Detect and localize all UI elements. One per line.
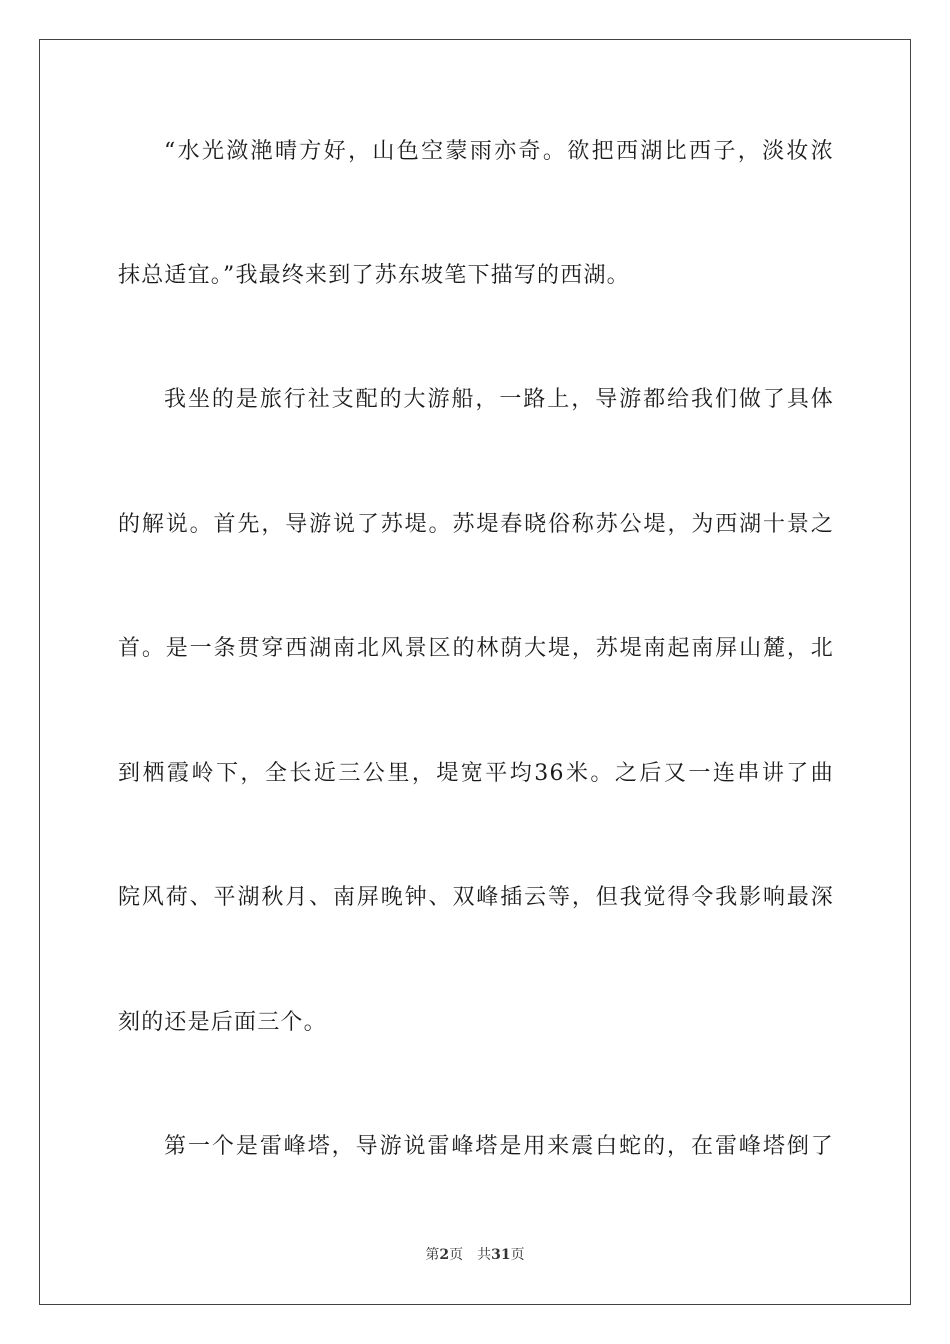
text-line-5: 首。是一条贯穿西湖南北风景区的林荫大堤，苏堤南起南屏山麓，北 xyxy=(118,636,834,661)
page-unit: 页 xyxy=(449,1247,464,1263)
total-unit: 页 xyxy=(510,1247,525,1263)
text-line-6: 到栖霞岭下，全长近三公里，堤宽平均36米。之后又一连串讲了曲 xyxy=(118,761,834,786)
text-line-1: “水光潋滟晴方好，山色空蒙雨亦奇。欲把西湖比西子，淡妆浓 xyxy=(164,139,834,164)
text-line-3: 我坐的是旅行社支配的大游船，一路上，导游都给我们做了具体 xyxy=(164,387,834,412)
page-footer xyxy=(0,1246,950,1264)
text-line-4: 的解说。首先，导游说了苏堤。苏堤春晓俗称苏公堤，为西湖十景之 xyxy=(118,512,834,537)
page-total: 31 xyxy=(491,1247,511,1263)
page-border xyxy=(39,39,911,1305)
page-current: 2 xyxy=(439,1247,450,1263)
text-line-8: 刻的还是后面三个。 xyxy=(118,1010,327,1035)
text-line-7: 院风荷、平湖秋月、南屏晚钟、双峰插云等，但我觉得令我影响最深 xyxy=(118,885,834,910)
text-line-9: 第一个是雷峰塔，导游说雷峰塔是用来震白蛇的，在雷峰塔倒了 xyxy=(164,1134,834,1159)
total-prefix: 共 xyxy=(477,1247,492,1263)
page-prefix: 第 xyxy=(425,1247,440,1263)
text-line-2: 抹总适宜。”我最终来到了苏东坡笔下描写的西湖。 xyxy=(118,263,630,288)
